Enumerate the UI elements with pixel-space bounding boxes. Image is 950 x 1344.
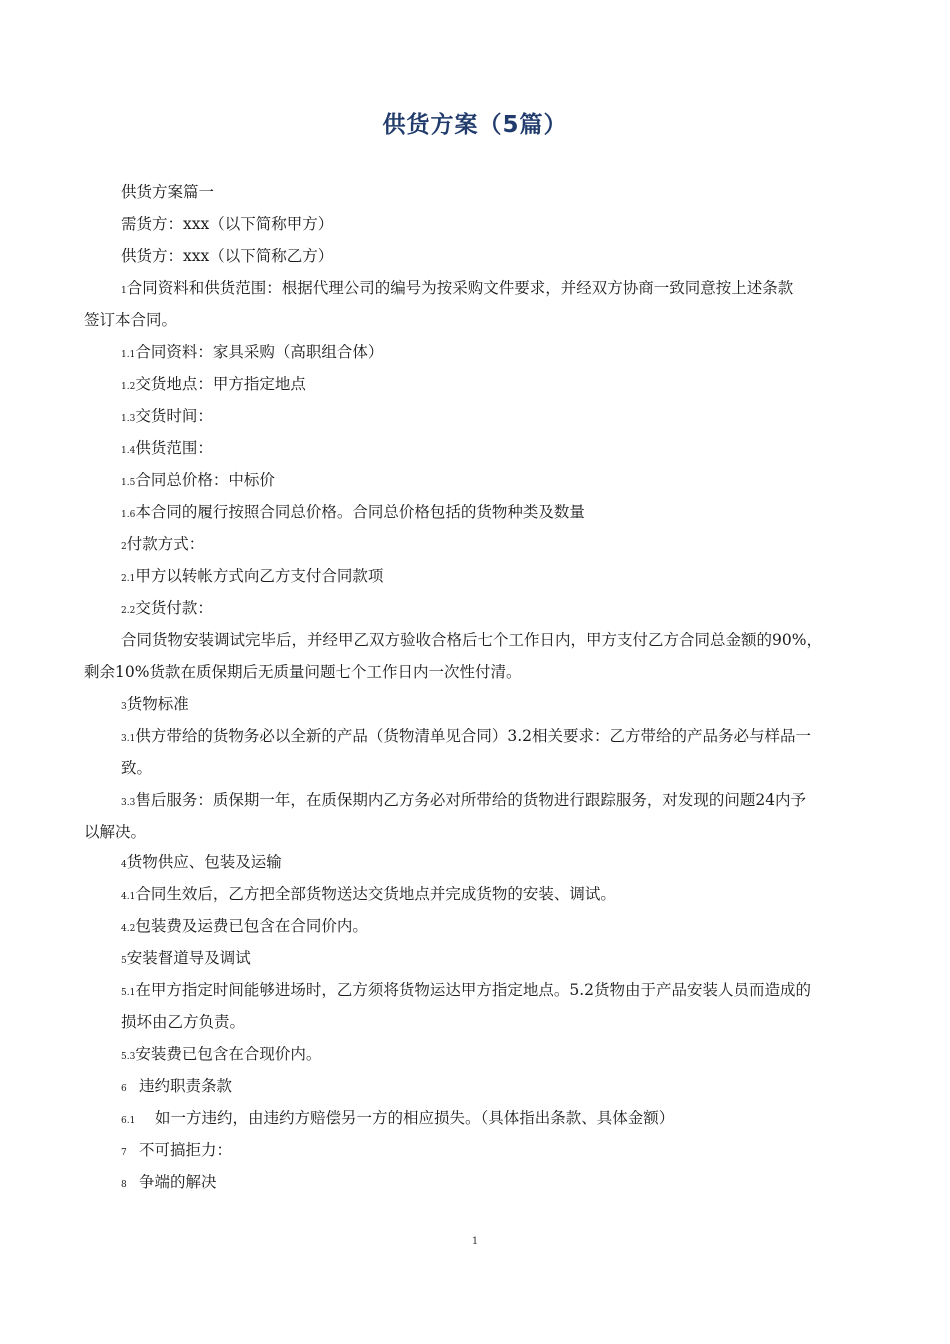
body-line: 1.4供货范围： — [121, 439, 213, 457]
body-line: 需货方：xxx（以下简称甲方） — [121, 215, 334, 233]
body-line: 致。 — [121, 759, 153, 777]
body-line: 1.1合同资料：家具采购（高职组合体） — [121, 343, 384, 361]
body-line: 4货物供应、包装及运输 — [121, 853, 282, 871]
body-line: 8 争端的解决 — [121, 1173, 217, 1191]
body-line: 3货物标准 — [121, 695, 189, 713]
body-line: 2.2交货付款： — [121, 599, 213, 617]
body-line: 7 不可搞拒力： — [121, 1141, 233, 1159]
body-line: 剩余10%货款在质保期后无质量问题七个工作日内一次性付清。 — [84, 663, 522, 681]
body-line: 合同货物安装调试完毕后，并经甲乙双方验收合格后七个工作日内，甲方支付乙方合同总金额的90%， — [121, 631, 822, 649]
body-line: 1.2交货地点：甲方指定地点 — [121, 375, 306, 393]
body-line: 2.1甲方以转帐方式向乙方支付合同款项 — [121, 567, 384, 585]
body-line: 3.1供方带给的货物务必以全新的产品（货物清单见合同）3.2相关要求：乙方带给的产品务必与样品一 — [121, 727, 811, 745]
body-line: 3.3售后服务：质保期一年，在质保期内乙方务必对所带给的货物进行跟踪服务，对发现的问题24内予 — [121, 791, 807, 809]
body-line: 5.1在甲方指定时间能够进场时，乙方须将货物运达甲方指定地点。5.2货物由于产品安装人员而造成的 — [121, 981, 811, 999]
body-line: 1.3交货时间： — [121, 407, 213, 425]
body-line: 4.1合同生效后，乙方把全部货物送达交货地点并完成货物的安装、调试。 — [121, 885, 616, 903]
page-number: 1 — [471, 1236, 479, 1247]
body-line: 1合同资料和供货范围：根据代理公司的编号为按采购文件要求，并经双方协商一致同意按上述条款 — [121, 279, 794, 297]
body-line: 损坏由乙方负责。 — [121, 1013, 246, 1031]
body-line: 6 违约职责条款 — [121, 1077, 233, 1095]
page-title: 供货方案（5篇） — [382, 112, 568, 138]
body-line: 4.2包装费及运费已包含在合同价内。 — [121, 917, 368, 935]
body-line: 2付款方式： — [121, 535, 205, 553]
body-line: 1.6本合同的履行按照合同总价格。合同总价格包括的货物种类及数量 — [121, 503, 585, 521]
body-line: 以解决。 — [84, 823, 147, 841]
body-line: 签订本合同。 — [84, 311, 178, 329]
body-line: 供货方：xxx（以下简称乙方） — [121, 247, 334, 265]
body-line: 供货方案篇一 — [121, 183, 215, 201]
body-line: 6.1 如一方违约，由违约方赔偿另一方的相应损失。（具体指出条款、具体金额） — [121, 1109, 675, 1127]
body-line: 1.5合同总价格：中标价 — [121, 471, 275, 489]
body-line: 5.3安装费已包含在合现价内。 — [121, 1045, 322, 1063]
body-line: 5安装督道导及调试 — [121, 949, 251, 967]
